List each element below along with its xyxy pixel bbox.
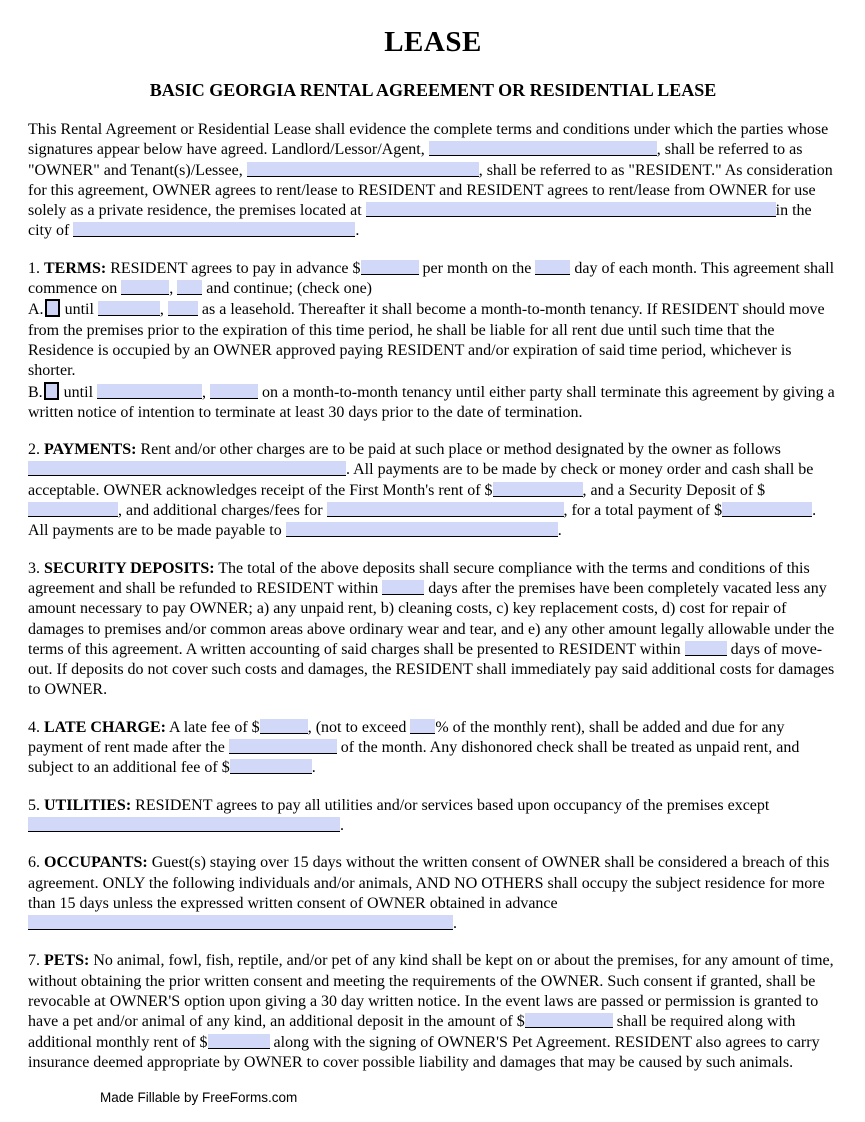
text-run: of the month. Any dishonored check shall be treated as unpaid rent, and subject to an additional fee of $	[28, 739, 800, 777]
text-run: shall be required along with additional monthly rent of $	[28, 1013, 796, 1051]
section-heading: LATE CHARGE:	[44, 718, 166, 736]
text-run: .	[355, 222, 360, 240]
text-run: .	[557, 522, 562, 540]
text-run: on a month-to-month tenancy until either party shall terminate this agreement by giving a written notice of intention to terminate at least 30 days prior to the date of termination.	[28, 383, 835, 421]
payment-place-method-field[interactable]	[28, 461, 346, 476]
document-body	[28, 120, 838, 1073]
text-run: % of the monthly rent), shall be added and due for any payment of rent made after the	[28, 718, 785, 757]
commencement-month-field[interactable]	[121, 280, 169, 295]
pet-deposit-amount-field[interactable]	[525, 1013, 613, 1028]
section-heading: OCCUPANTS:	[44, 854, 148, 872]
premises-address-field[interactable]	[366, 202, 776, 217]
text-run: 4.	[28, 718, 44, 736]
section-heading: PETS:	[44, 952, 90, 970]
option-b-until-year-field[interactable]	[210, 384, 258, 399]
additional-charges-for-field[interactable]	[327, 502, 564, 517]
text-run: as a leasehold. Thereafter it shall become a month-to-month tenancy. If RESIDENT should move from the premises prior to the expiration of this time period, he shall be liable for all rent due until such time that the Residence is occupied by an OWNER approved paying RESIDENT and/or expiration of said time period, whichever is shorter.	[28, 301, 825, 380]
text-run: until	[59, 383, 98, 401]
accounting-days-field[interactable]	[685, 641, 727, 656]
first-month-rent-field[interactable]	[493, 482, 583, 497]
text-run: in the city of	[28, 202, 812, 240]
landlord-lessor-agent-field[interactable]	[429, 141, 657, 156]
text-run: 2.	[28, 441, 44, 459]
text-run: B.	[28, 383, 43, 401]
pet-monthly-rent-field[interactable]	[208, 1034, 270, 1049]
text-run: ,	[202, 383, 211, 401]
text-run: RESIDENT agrees to pay all utilities and/or services based upon occupancy of the premises except	[131, 796, 770, 814]
text-run: , shall be referred to as "RESIDENT." As consideration for this agreement, OWNER agrees to rent/lease to RESIDENT and RESIDENT agrees to rent/lease from OWNER for use solely as a private residence, the premises located at	[28, 161, 833, 220]
text-run: .	[453, 915, 457, 933]
text-run: , (not to exceed	[307, 718, 411, 736]
document-title: LEASE	[384, 26, 482, 58]
text-run: A late fee of $	[165, 718, 260, 736]
term-option-a-checkbox[interactable]	[45, 299, 60, 317]
text-run: , and a Security Deposit of $	[582, 481, 766, 499]
made-fillable-footer: Made Fillable by FreeForms.com	[100, 1090, 298, 1106]
late-fee-amount-field[interactable]	[260, 719, 308, 734]
text-run: , for a total payment of $	[563, 502, 723, 520]
text-run: . All payments are to be made by check or money order and cash shall be acceptable. OWNER acknowledges receipt of the First Month's rent of $	[28, 461, 814, 499]
text-run: 7.	[28, 952, 44, 970]
text-run: .	[311, 759, 316, 777]
security-deposit-field[interactable]	[28, 502, 118, 517]
intro-paragraph	[28, 120, 838, 242]
text-run: ,	[159, 301, 168, 319]
section-5-utilities	[28, 796, 838, 837]
text-run: 3.	[28, 559, 44, 577]
text-run: Rent and/or other charges are to be paid at such place or method designated by the owner as follows	[136, 441, 781, 459]
rent-due-day-field[interactable]	[535, 260, 570, 275]
text-run: and continue; (check one)	[202, 280, 372, 298]
tenant-lessee-field[interactable]	[247, 162, 479, 177]
city-field[interactable]	[73, 222, 355, 237]
section-6-occupants	[28, 853, 838, 934]
text-run: No animal, fowl, fish, reptile, and/or pet of any kind shall be kept on or about the premises, for any amount of time, without obtaining the prior written consent and meeting the requirements of the OWNER. Such consent if granted, shall be revocable at OWNER'S option upon giving a 30 day written notice. In the event laws are passed or permission is granted to have a pet and/or animal of any kind, an additional deposit in the amount of $	[28, 952, 834, 1031]
text-run: Guest(s) staying over 15 days without the written consent of OWNER shall be considered a breach of this agreement. ONLY the following individuals and/or animals, AND NO OTHERS shall occupy the subject residence for more than 15 days unless the expressed written consent of OWNER obtained in advance	[28, 854, 830, 912]
approved-occupants-field[interactable]	[28, 915, 453, 930]
document-subtitle: BASIC GEORGIA RENTAL AGREEMENT OR RESIDENTIAL LEASE	[149, 80, 717, 100]
text-run: 6.	[28, 854, 44, 872]
text-run: ,	[169, 280, 178, 298]
text-run: until	[60, 301, 98, 319]
text-run: along with the signing of OWNER'S Pet Agreement. RESIDENT also agrees to carry insurance deemed appropriate by OWNER to cover possible liability and damages that may be caused by such animals.	[28, 1033, 820, 1071]
section-4-late-charge	[28, 718, 838, 779]
utilities-exception-field[interactable]	[28, 817, 340, 832]
deposit-refund-days-field[interactable]	[382, 580, 424, 595]
section-2-payments	[28, 440, 838, 541]
late-after-day-field[interactable]	[229, 739, 337, 754]
section-1-terms	[28, 259, 838, 423]
section-heading: TERMS:	[44, 259, 107, 277]
section-heading: UTILITIES:	[44, 796, 132, 814]
text-run: day of each month. This agreement shall commence on	[28, 259, 835, 298]
section-3-security-deposits	[28, 559, 838, 701]
term-option-b-checkbox[interactable]	[44, 382, 59, 400]
dishonored-check-fee-field[interactable]	[230, 759, 312, 774]
section-heading: PAYMENTS:	[44, 441, 137, 459]
text-run: A.	[28, 301, 44, 319]
section-7-pets	[28, 951, 838, 1073]
text-run: 1.	[28, 259, 44, 277]
late-fee-percent-field[interactable]	[410, 719, 435, 734]
section-heading: SECURITY DEPOSITS:	[44, 559, 215, 577]
text-run: 5.	[28, 796, 44, 814]
text-run: RESIDENT agrees to pay in advance $	[106, 259, 361, 277]
text-run: , and additional charges/fees for	[118, 502, 327, 520]
text-run: days after the premises have been completely vacated less any amount necessary to pay OWNER; a) any unpaid rent, b) cleaning costs, c) key replacement costs, d) cost for repair of damages to premises and/or common areas above ordinary wear and tear, and e) any other amount legally allowable under the terms of this agreement. A written accounting of said charges shall be presented to RESIDENT within	[28, 579, 835, 658]
option-a-until-year-field[interactable]	[168, 301, 198, 316]
total-payment-field[interactable]	[722, 502, 812, 517]
option-b-until-month-field[interactable]	[97, 384, 202, 399]
text-run: The total of the above deposits shall secure compliance with the terms and conditions of this agreement and shall be refunded to RESIDENT within	[28, 559, 810, 597]
text-run: days of move-out. If deposits do not cover such costs and damages, the RESIDENT shall immediately pay said additional costs for damages to OWNER.	[28, 640, 835, 699]
text-run: This Rental Agreement or Residential Lease shall evidence the complete terms and conditions under which the parties whose signatures appear below have agreed. Landlord/Lessor/Agent,	[28, 121, 829, 159]
commencement-year-field[interactable]	[177, 280, 202, 295]
text-run: .	[340, 816, 344, 834]
monthly-rent-amount-field[interactable]	[361, 260, 419, 275]
text-run: . All payments are to be made payable to	[28, 502, 817, 540]
text-run: per month on the	[418, 259, 536, 277]
payable-to-field[interactable]	[286, 522, 558, 537]
option-a-until-month-field[interactable]	[98, 301, 160, 316]
text-run: , shall be referred to as "OWNER" and Tenant(s)/Lessee,	[28, 141, 803, 179]
